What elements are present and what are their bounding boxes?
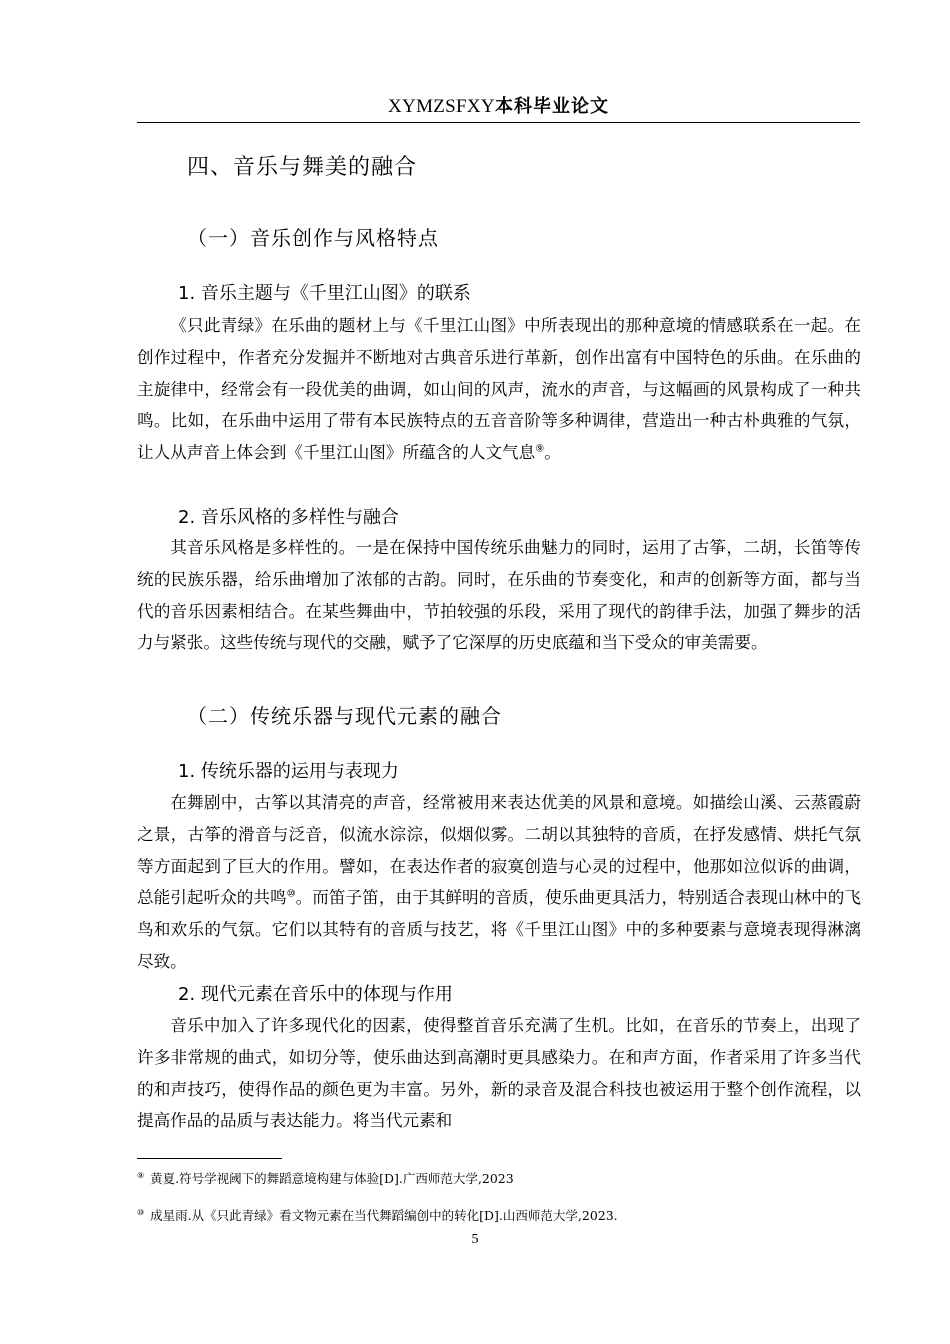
footnote-9 (137, 1166, 514, 1189)
footnote-ref-9[interactable]: ⑨ (535, 443, 545, 455)
sub-subheading-1-2: 2. 音乐风格的多样性与融合 (178, 507, 399, 528)
footnote-9-mark: ⑨ (137, 1171, 145, 1180)
footnote-9-text: 黄夏.符号学视阈下的舞蹈意境构建与体验[D].广西师范大学,2023 (150, 1171, 514, 1187)
page-number: 5 (471, 1232, 479, 1247)
paragraph-4: 音乐中加入了许多现代化的因素，使得整首音乐充满了生机。比如，在音乐的节奏上，出现了许多非常规的曲式，如切分等，使乐曲达到高潮时更具感染力。在和声方面，作者采用了许多当代的和声技巧，使得作品的颜色更为丰富。另外，新的录音及混合科技也被运用于整个创作流程，以提高作品的品质与表达能力。将当代元素和 (137, 1016, 861, 1131)
subsection-heading-2: （二）传统乐器与现代元素的融合 (187, 704, 502, 728)
paragraph-2: 其音乐风格是多样性的。一是在保持中国传统乐曲魅力的同时，运用了古筝，二胡，长笛等传统的民族乐器，给乐曲增加了浓郁的古韵。同时，在乐曲的节奏变化，和声的创新等方面，都与当代的音乐因素相结合。在某些舞曲中，节拍较强的乐段，采用了现代的韵律手法，加强了舞步的活力与紧张。这些传统与现代的交融，赋予了它深厚的历史底蕴和当下受众的审美需要。 (137, 538, 861, 653)
footnote-divider (137, 1158, 282, 1159)
subsection-heading-1: （一）音乐创作与风格特点 (187, 226, 439, 250)
paragraph-3 (137, 787, 861, 978)
header-title: 本科毕业论文 (494, 96, 609, 117)
footnote-10-text: 成星雨.从《只此青绿》看文物元素在当代舞蹈编创中的转化[D].山西师范大学,2023. (150, 1208, 618, 1224)
page-header (137, 92, 860, 122)
sub-subheading-1-1: 1. 音乐主题与《千里江山图》的联系 (178, 283, 471, 304)
sub-subheading-2-2: 2. 现代元素在音乐中的体现与作用 (178, 984, 453, 1005)
header-divider (137, 122, 860, 123)
footnote-10-mark: ⑩ (137, 1208, 145, 1217)
paragraph-1-end: 。 (544, 443, 561, 463)
section-heading: 四、音乐与舞美的融合 (187, 155, 418, 180)
footnote-10 (137, 1203, 618, 1226)
paragraph-3-text-a: 在舞剧中，古筝以其清亮的声音，经常被用来表达优美的风景和意境。如描绘山溪、云蒸霞蔚之景，古筝的滑音与泛音，似流水淙淙，似烟似雾。二胡以其独特的音质，在抒发感情、烘托气氛等方面起到了巨大的作用。譬如，在表达作者的寂寞创造与心灵的过程中，他那如泣似诉的曲调，总能引起听众的共鸣 (137, 793, 861, 908)
paragraph-3-text-b: 。而笛子笛，由于其鲜明的音质，使乐曲更具活力，特别适合表现山林中的飞鸟和欢乐的气氛。它们以其特有的音质与技艺，将《千里江山图》中的多种要素与意境表现得淋漓尽致。 (137, 888, 862, 971)
paragraph-1 (137, 310, 861, 469)
footnote-ref-10[interactable]: ⑩ (286, 888, 296, 900)
sub-subheading-2-1: 1. 传统乐器的运用与表现力 (178, 761, 399, 782)
paragraph-1-text: 《只此青绿》在乐曲的题材上与《千里江山图》中所表现出的那种意境的情感联系在一起。在创作过程中，作者充分发掘并不断地对古典音乐进行革新，创作出富有中国特色的乐曲。在乐曲的主旋律中，经常会有一段优美的曲调，如山间的风声，流水的声音，与这幅画的风景构成了一种共鸣。比如，在乐曲中运用了带有本民族特点的五音音阶等多种调律，营造出一种古朴典雅的气氛，让人从声音上体会到《千里江山图》所蕴含的人文气息 (137, 316, 861, 463)
header-code: XYMZSFXY (388, 96, 495, 117)
